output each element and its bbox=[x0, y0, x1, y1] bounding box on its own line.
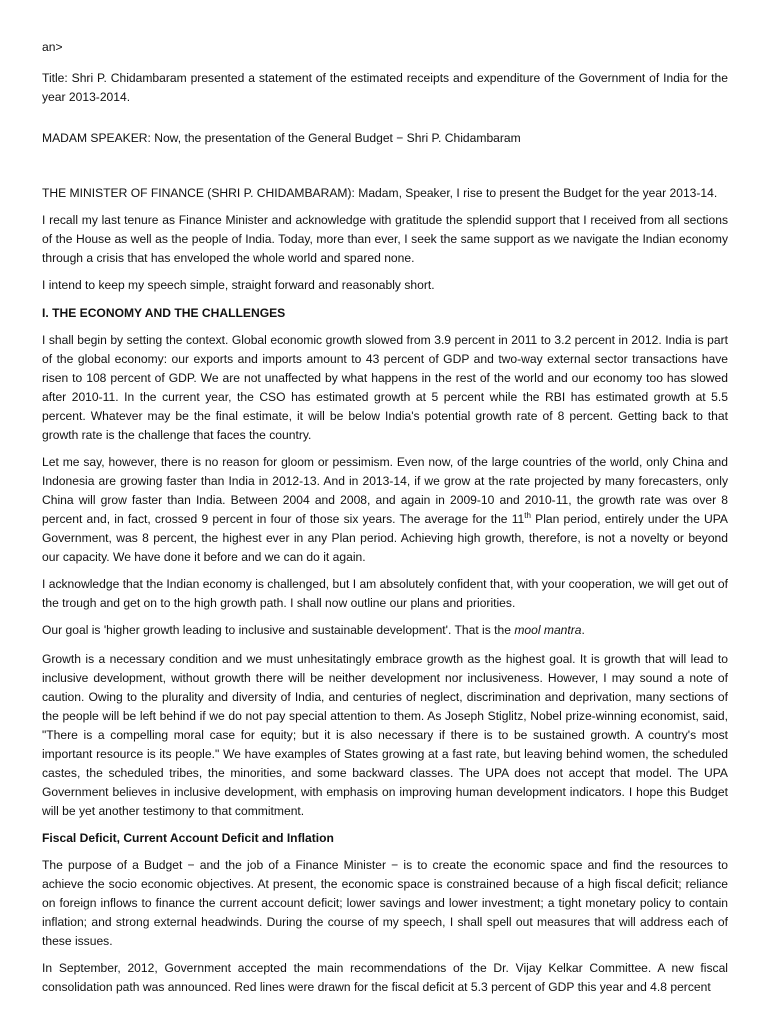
stray-tag-text: an> bbox=[42, 40, 63, 54]
gloom-text-part2: Plan period, entirely under the UPA Government, was 8 percent, the highest ever in any Plan period. Achieving high growth, therefore, is not a novelty or beyond our capacity. We have done it before and we can do it again. bbox=[42, 512, 728, 564]
title-line: Title: Shri P. Chidambaram presented a statement of the estimated receipts and expenditure of the Government of India for the year 2013-2014. bbox=[42, 71, 728, 104]
growth-paragraph: Growth is a necessary condition and we must unhesitatingly embrace growth as the highest goal. It is growth that will lead to inclusive development, without growth there will be neither development nor inclusiveness. However, I may sound a note of caution. Owing to the plurality and diversity of India, and centuries of neglect, discrimination and deprivation, many sections of the people will be left behind if we do not pay special attention to them. As Joseph Stiglitz, Nobel prize-winning economist, said, "There is a compelling moral case for equity; but it is also necessary if there is to be sustained growth. A country's most important resource is its people." We have examples of States growing at a fast rate, but leaving behind women, the scheduled castes, the scheduled tribes, the minorities, and some backward classes. The UPA does not accept that model. The UPA Government believes in inclusive development, with emphasis on improving human development indicators. I hope this Budget will be yet another testimony to that commitment. bbox=[42, 652, 728, 818]
acknowledge-paragraph: I acknowledge that the Indian economy is challenged, but I am absolutely confident that, with your cooperation, we will get out of the trough and get on to the high growth path. I shall now outline our plans and priorities. bbox=[42, 577, 728, 610]
gloom-text-part1: Let me say, however, there is no reason for gloom or pessimism. Even now, of the large countries of the world, only China and Indonesia are growing faster than India in 2012-13. And in 2013-14, if we grow at the rate projected by many forecasters, only China will grow faster than India. Between 2004 and 2008, and again in 2009-10 and 2010-11, the growth rate was over 8 percent and, in fact, crossed 9 percent in four of those six years. The average for the 11 bbox=[42, 455, 728, 526]
section-heading-economy: I. THE ECONOMY AND THE CHALLENGES bbox=[42, 306, 286, 320]
document-page bbox=[42, 38, 728, 997]
recall-paragraph: I recall my last tenure as Finance Minister and acknowledge with gratitude the splendid support that I received from all sections of the House as well as the people of India. Today, more than ever, I seek the same support as we navigate the Indian economy through a crisis that has enveloped the whole world and spared none. bbox=[42, 213, 728, 265]
goal-period: . bbox=[581, 623, 585, 637]
purpose-paragraph: The purpose of a Budget − and the job of a Finance Minister − is to create the economic space and find the resources to achieve the socio economic objectives. At present, the economic space is constrained because of a high fiscal deficit; reliance on foreign inflows to finance the current account deficit; lower savings and lower investment; a tight monetary policy to contain inflation; and strong external headwinds. During the course of my speech, I shall spell out measures that will address each of these issues. bbox=[42, 858, 728, 948]
speaker-line: MADAM SPEAKER: Now, the presentation of the General Budget − Shri P. Chidambaram bbox=[42, 131, 521, 145]
goal-text: Our goal is 'higher growth leading to inclusive and sustainable development'. That is the bbox=[42, 623, 515, 637]
september-paragraph: In September, 2012, Government accepted the main recommendations of the Dr. Vijay Kelkar Committee. A new fiscal consolidation path was announced. Red lines were drawn for the fiscal deficit at 5.3 percent of GDP this year and 4.8 percent bbox=[42, 961, 728, 994]
mool-mantra-text: mool mantra bbox=[514, 623, 582, 637]
gloom-paragraph bbox=[42, 453, 728, 567]
context-paragraph: I shall begin by setting the context. Global economic growth slowed from 3.9 percent in 2011 to 3.2 percent in 2012. India is part of the global economy: our exports and imports amount to 43 percent of GDP and two-way external sector transactions have risen to 108 percent of GDP. We are not unaffected by what happens in the rest of the world and our economy too has slowed after 2010-11. In the current year, the CSO has estimated growth at 5 percent while the RBI has estimated growth at 5.5 percent. Whatever may be the final estimate, it will be below India's potential growth rate of 8 percent. Getting back to that growth rate is the challenge that faces the country. bbox=[42, 333, 728, 442]
section-heading-fiscal: Fiscal Deficit, Current Account Deficit and Inflation bbox=[42, 831, 334, 845]
ordinal-superscript: th bbox=[524, 511, 531, 520]
intend-paragraph: I intend to keep my speech simple, straight forward and reasonably short. bbox=[42, 278, 435, 292]
minister-line: THE MINISTER OF FINANCE (SHRI P. CHIDAMBARAM): Madam, Speaker, I rise to present the Budget for the year 2013-14. bbox=[42, 186, 718, 200]
goal-paragraph bbox=[42, 621, 728, 640]
